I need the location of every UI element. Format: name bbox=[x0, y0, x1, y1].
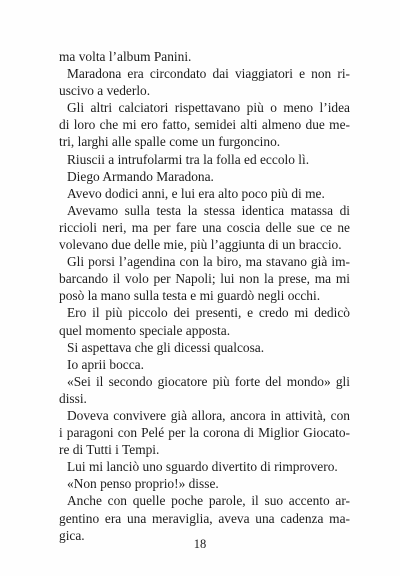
text-line: gentino era una meraviglia, aveva una cadenza ma- bbox=[59, 510, 350, 526]
text-line: tri, larghi alle spalle come un furgoncino. bbox=[59, 134, 281, 150]
text-line: Doveva convivere già allora, ancora in attività, con bbox=[67, 407, 350, 423]
text-line: quel momento speciale apposta. bbox=[59, 322, 231, 338]
text-line: riccioli neri, ma per fare una coscia delle sue ce ne bbox=[59, 219, 350, 235]
text-line: Riuscii a intrufolarmi tra la folla ed eccolo lì. bbox=[67, 151, 310, 167]
text-line: «Non penso proprio!» disse. bbox=[67, 476, 219, 492]
text-line: ma volta l’album Panini. bbox=[59, 49, 192, 64]
text-line: Diego Armando Maradona. bbox=[67, 168, 214, 184]
text-line: Gli porsi l’agendina con la biro, ma stavano già im- bbox=[67, 254, 350, 270]
text-line: Avevamo sulla testa la stessa identica matassa di bbox=[67, 202, 350, 218]
text-line: uscivo a vederlo. bbox=[59, 83, 151, 99]
text-line: Io aprii bocca. bbox=[67, 356, 144, 372]
text-line: barcando il volo per Napoli; lui non la prese, ma mi bbox=[59, 271, 350, 287]
text-line: dissi. bbox=[59, 390, 87, 406]
text-line: Si aspettava che gli dicessi qualcosa. bbox=[67, 339, 265, 355]
page-number: 18 bbox=[193, 537, 207, 551]
text-line: re di Tutti i Tempi. bbox=[59, 442, 160, 458]
text-line: posò la mano sulla testa e mi guardò negli occhi. bbox=[59, 288, 321, 304]
text-line: Avevo dodici anni, e lui era alto poco più di me. bbox=[67, 185, 325, 201]
text-line: Anche con quelle poche parole, il suo accento ar- bbox=[67, 493, 350, 509]
text-line: Gli altri calciatori rispettavano più o meno l’idea bbox=[67, 100, 350, 116]
text-line: Maradona era circondato dai viaggiatori e non ri- bbox=[67, 66, 350, 82]
text-line: volevano due delle mie, più l’aggiunta di un braccio. bbox=[59, 237, 342, 253]
text-line: Ero il più piccolo dei presenti, e credo mi dedicò bbox=[67, 305, 350, 321]
text-line: i paragoni con Pelé per la corona di Miglior Giocato- bbox=[59, 425, 350, 441]
text-line: gica. bbox=[59, 527, 85, 543]
text-line: di loro che mi ero fatto, semidei alti almeno due me- bbox=[59, 117, 350, 133]
text-line: «Sei il secondo giocatore più forte del mondo» gli bbox=[67, 373, 350, 389]
text-line: Lui mi lanciò uno sguardo divertito di rimprovero. bbox=[67, 459, 338, 475]
body-text bbox=[59, 48, 350, 544]
